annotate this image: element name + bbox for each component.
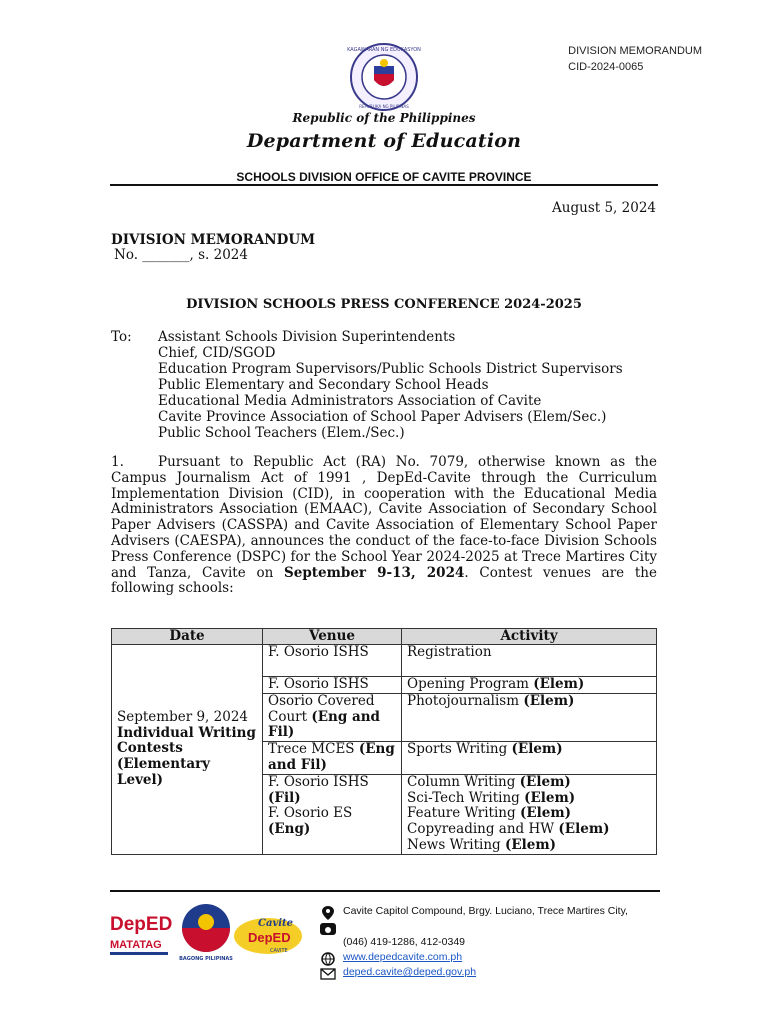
website-link[interactable]: www.depedcavite.com.ph [343,951,463,963]
cavite-logo-text: Cavite [258,918,294,929]
paragraph-text: Pursuant to Republic Act (RA) No. 7079, otherwise known as the Campus Journalism Act of 1991 , DepEd-Cavite through the Curriculum Implementation Division (CID), in cooperation with the Educational Media Administrators Association (EMAAC), Cavite Association of Secondary School Paper Advisers (CASSPA) and Cavite Association of Elementary School Paper Advisers (CAESPA), announces the conduct of the face-to-face Division Schools Press Conference (DSPC) for the School Year 2024-2025 at Trece Martires City and Tanza, Cavite on [111,454,657,581]
activity-cell: Opening Program (Elem) [402,677,657,694]
footer-logos [108,900,308,970]
phone-text: (046) 419-1286, 412-0349 [343,936,466,948]
venue-cell: F. Osorio ISHS [263,645,402,677]
activity-cell: Registration [402,645,657,677]
seal-text-bottom: REPUBLIKA NG PILIPINAS [359,104,409,109]
recipient-list [158,329,623,441]
paragraph-date-bold: September 9-13, 2024 [284,564,465,581]
date-cell [112,645,263,855]
venue-cell: Trece MCES (Eng and Fil) [263,742,402,775]
republic-heading: Republic of the Philippines [292,111,476,125]
header-date: Date [112,629,263,645]
seal-text-top: KAGAWARAN NG EDUKASYON [347,47,421,53]
globe-icon [318,951,338,967]
department-heading: Department of Education [246,130,522,152]
cavite-deped-logo [234,918,302,954]
deped-matatag-logo [110,914,172,955]
activity-cell: Photojournalism (Elem) [402,693,657,741]
recipient: Educational Media Administrators Association of Cavite [158,393,542,409]
deped-logo-text: DepED [110,914,173,935]
memo-subject: DIVISION SCHOOLS PRESS CONFERENCE 2024-2025 [186,297,582,312]
schedule-table [111,628,657,855]
matatag-logo-text: MATATAG [110,939,162,951]
memo-code-line2: CID-2024-0065 [568,61,644,73]
address-text: Cavite Capitol Compound, Brgy. Luciano, Trece Martires City, [343,905,628,917]
table-row [112,645,657,677]
recipient: Public Elementary and Secondary School Heads [158,377,489,393]
table-header-row [112,629,657,645]
bagong-pilipinas-logo [179,904,233,962]
envelope-icon [318,966,338,982]
header-venue: Venue [263,629,402,645]
memo-code-line1: DIVISION MEMORANDUM [568,45,702,57]
recipient: Public School Teachers (Elem./Sec.) [158,425,405,441]
memo-date: August 5, 2024 [552,200,656,216]
recipient: Assistant Schools Division Superintendents [158,329,456,345]
email-link[interactable]: deped.cavite@deped.gov.ph [343,966,477,978]
memo-title: DIVISION MEMORANDUM [111,232,316,248]
venue-cell: F. Osorio ISHS (Fil) F. Osorio ES (Eng) [263,774,402,854]
deped-seal-logo [347,42,421,112]
paragraph-1 [111,455,657,597]
recipient: Cavite Province Association of School Paper Advisers (Elem/Sec.) [158,409,607,425]
date-cell-date: September 9, 2024 [117,708,248,725]
cavite-deped-logo-text: DepED [248,930,291,945]
recipient: Education Program Supervisors/Public Schools District Supervisors [158,361,623,377]
venue-cell: Osorio Covered Court (Eng and Fil) [263,693,402,741]
to-label: To: [111,329,132,345]
location-pin-icon [318,905,338,921]
header-divider [110,184,658,186]
recipient: Chief, CID/SGOD [158,345,276,361]
telephone-icon [318,921,338,937]
memo-code [568,43,702,75]
header-activity: Activity [402,629,657,645]
paragraph-text-end: . Contest venues are the following schools: [111,564,657,597]
venue-cell: F. Osorio ISHS [263,677,402,694]
footer-divider [110,890,660,892]
date-cell-label: Individual Writing Contests (Elementary Level) [117,724,256,789]
paragraph-number: 1. [111,454,124,470]
cavite-sub-text: CAVITE [270,948,288,954]
office-heading: SCHOOLS DIVISION OFFICE OF CAVITE PROVINCE [236,170,532,184]
bagong-pilipinas-text: BAGONG PILIPINAS [179,956,233,962]
activity-cell: Column Writing (Elem) Sci-Tech Writing (Elem) Feature Writing (Elem) Copyreading and HW (Elem) News Writing (Elem) [402,774,657,854]
memo-number: No. _______, s. 2024 [114,247,248,263]
activity-cell: Sports Writing (Elem) [402,742,657,775]
